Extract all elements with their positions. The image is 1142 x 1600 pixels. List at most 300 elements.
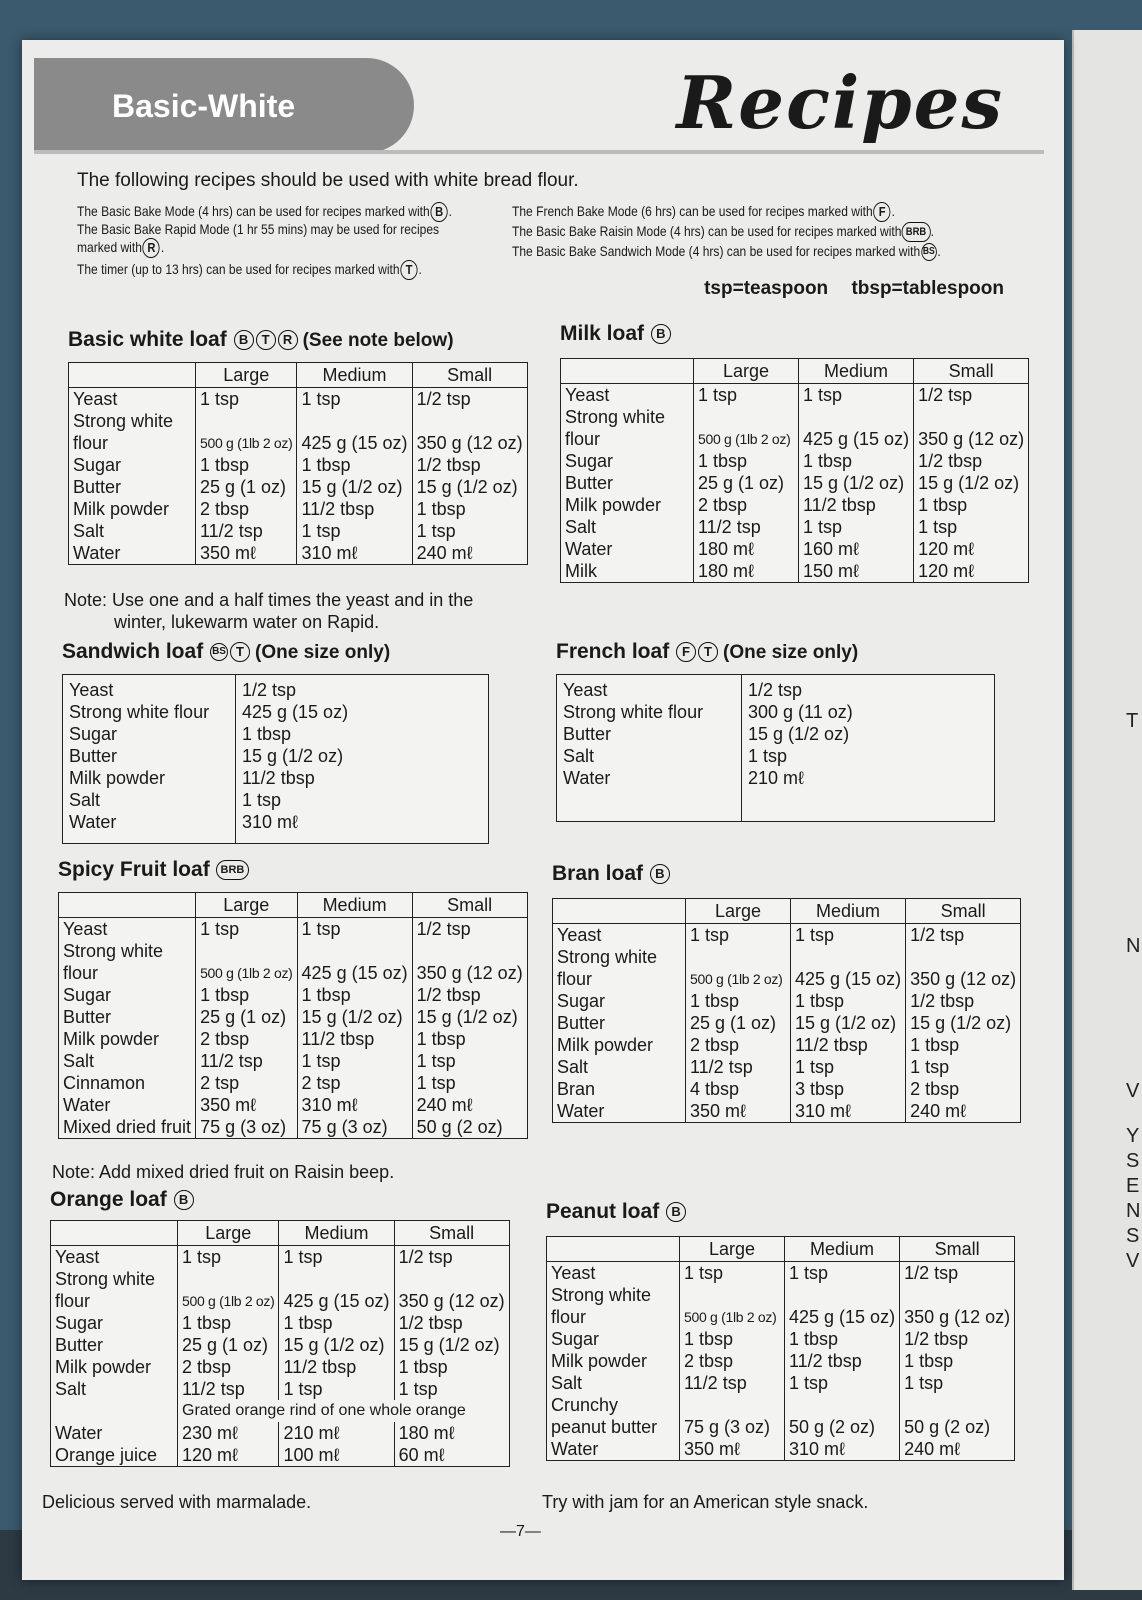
ingredient-name: Yeast — [69, 680, 114, 700]
ingredient-amount — [178, 1356, 279, 1378]
amount-text: 1/2 tbsp — [918, 451, 983, 471]
amount-text: 350 mℓ — [684, 1439, 740, 1459]
ingredient-row — [553, 924, 1021, 947]
amount-text: Salt — [63, 1051, 95, 1071]
ingredient-amount — [785, 1438, 900, 1461]
corner-cell — [547, 1237, 680, 1262]
ingredient-name — [547, 1328, 680, 1350]
ingredient-name: Sugar — [69, 724, 118, 744]
ingredient-amount — [799, 406, 914, 450]
amount-text: Yeast — [551, 1263, 596, 1283]
ingredient-row — [59, 1072, 528, 1094]
one-size-row — [557, 675, 995, 822]
size-header-small: Small — [900, 1237, 1015, 1262]
amount-text: 425 g (15 oz) — [283, 1291, 390, 1311]
ingredient-name: Strong white flour — [553, 946, 686, 990]
ingredient-row — [547, 1262, 1015, 1285]
ingredient-amount — [785, 1284, 900, 1328]
ingredient-row — [561, 516, 1029, 538]
ingredient-row — [553, 946, 1021, 990]
ingredient-amount — [686, 1056, 791, 1078]
amount-text: Sugar — [565, 451, 614, 471]
amount-text: 11/2 tsp — [698, 517, 761, 537]
ingredient-row — [51, 1378, 510, 1400]
size-header-large: Large — [196, 363, 297, 388]
recipe-note: (One size only) — [255, 642, 391, 663]
ingredient-amount — [799, 560, 914, 583]
ingredient-row — [59, 1050, 528, 1072]
next-page-letter: N — [1126, 935, 1141, 957]
amount-text: 350 g (12 oz) — [416, 963, 523, 983]
amount-text: 120 mℓ — [918, 561, 974, 581]
amount-text: 15 g (1/2 oz) — [283, 1335, 385, 1355]
ingredient-name: Yeast — [563, 680, 608, 700]
mode-symbol-bs: BS — [210, 643, 228, 661]
ingredient-amount — [680, 1394, 785, 1438]
footnote-basic-2: winter, lukewarm water on Rapid. — [114, 612, 380, 632]
ingredient-amount — [900, 1328, 1015, 1350]
header-row — [59, 893, 528, 918]
ingredient-amount — [412, 1028, 527, 1050]
amount-text: Water — [557, 1101, 605, 1121]
ingredient-amount — [394, 1422, 509, 1444]
ingredient-name — [69, 520, 196, 542]
ingredient-amount — [178, 1444, 279, 1467]
amount-text: 1 tsp — [904, 1373, 944, 1393]
ingredient-amount — [196, 520, 297, 542]
ingredient-row — [561, 538, 1029, 560]
intro-left-line — [77, 238, 164, 258]
ingredient-amount — [694, 406, 799, 450]
amount-text: 100 mℓ — [283, 1445, 340, 1465]
ingredient-row — [561, 472, 1029, 494]
recipe-name: French loaf — [556, 640, 670, 663]
amount-text: Milk — [565, 561, 597, 581]
ingredient-name: Strong white flour — [59, 940, 196, 984]
intro-punct: . — [160, 239, 165, 255]
intro-main: The following recipes should be used with white bread flour. — [77, 170, 579, 191]
ingredient-amount — [694, 494, 799, 516]
amount-text: Butter — [63, 1007, 112, 1027]
ingredient-amount — [900, 1262, 1015, 1285]
ingredient-name: Water — [563, 768, 611, 788]
amount-text: 15 g (1/2 oz) — [416, 1007, 518, 1027]
amount-text: 240 mℓ — [416, 543, 473, 563]
ingredient-name — [51, 1334, 178, 1356]
amount-text: 1 tbsp — [283, 1313, 333, 1333]
recipe-table-french — [556, 674, 995, 822]
mode-symbol-bs: BS — [921, 243, 936, 261]
ingredient-row — [561, 560, 1029, 583]
amount-text: 1 tsp — [789, 1263, 829, 1283]
ingredient-name: Strong white flour — [547, 1284, 680, 1328]
ingredient-name — [51, 1378, 178, 1400]
ingredient-name — [553, 1012, 686, 1034]
ingredient-name — [553, 1100, 686, 1123]
intro-punct: . — [930, 223, 934, 239]
ingredient-amount — [196, 410, 297, 454]
amount-text: 1 tsp — [910, 1057, 950, 1077]
amount-text: Milk powder — [55, 1357, 152, 1377]
ingredient-row — [547, 1372, 1015, 1394]
amount-text: 15 g (1/2 oz) — [803, 473, 905, 493]
intro-text: The Basic Bake Mode (4 hrs) can be used for recipes marked with — [77, 203, 430, 219]
amount-text: 310 mℓ — [301, 543, 358, 563]
ingredient-name — [51, 1356, 178, 1378]
ingredient-amount — [785, 1350, 900, 1372]
ingredient-amount — [799, 384, 914, 407]
ingredient-name — [51, 1246, 178, 1269]
amount-text: 4 tbsp — [690, 1079, 740, 1099]
ingredient-amount — [906, 1100, 1021, 1123]
ingredient-amount — [412, 1006, 527, 1028]
corner-cell — [553, 899, 686, 924]
ingredient-name — [69, 542, 196, 565]
amount-text: 1/2 tbsp — [904, 1329, 969, 1349]
page-number: —7— — [500, 1523, 541, 1540]
mode-symbol-t: T — [230, 642, 250, 662]
ingredient-amount — [196, 498, 297, 520]
mode-symbol-t: T — [698, 642, 718, 662]
amount-text: 1 tsp — [182, 1247, 222, 1267]
next-page-letter: S — [1126, 1225, 1140, 1247]
amount-text: 15 g (1/2 oz) — [910, 1013, 1012, 1033]
corner-cell — [561, 359, 694, 384]
amount-text: Sugar — [557, 991, 606, 1011]
ingredient-row — [547, 1394, 1015, 1438]
header-row — [561, 359, 1029, 384]
ingredient-amount — [785, 1372, 900, 1394]
amount-text: 160 mℓ — [803, 539, 859, 559]
amount-text: 2 tbsp — [200, 1029, 250, 1049]
amount-text: 25 g (1 oz) — [200, 477, 287, 497]
amount-text: 1/2 tsp — [918, 385, 973, 405]
recipe-note: (See note below) — [302, 330, 454, 351]
ingredient-amount — [412, 984, 527, 1006]
ingredient-amount — [906, 1078, 1021, 1100]
amount-text: 1 tbsp — [803, 451, 853, 471]
ingredient-names — [63, 675, 236, 844]
amount-text: 1 tbsp — [698, 451, 748, 471]
intro-punct: . — [891, 203, 895, 219]
recipe-table-peanut — [546, 1236, 1015, 1461]
amount-text: 1/2 tsp — [416, 919, 471, 939]
mode-symbol-b: B — [234, 330, 254, 350]
amount-text: 1 tsp — [789, 1373, 829, 1393]
mode-symbol-b: B — [666, 1202, 686, 1222]
ingredient-amount — [178, 1268, 279, 1312]
ingredient-amount — [799, 494, 914, 516]
ingredient-amount — [686, 924, 791, 947]
amount-text: 240 mℓ — [416, 1095, 473, 1115]
ingredient-row — [553, 1034, 1021, 1056]
size-header-medium: Medium — [297, 363, 412, 388]
abbreviation-legend — [686, 278, 1004, 300]
amount-text: 25 g (1 oz) — [200, 1007, 287, 1027]
ingredient-row — [553, 1078, 1021, 1100]
amount-text: 25 g (1 oz) — [182, 1335, 269, 1355]
ingredient-amount — [914, 516, 1029, 538]
ingredient-amount — [914, 406, 1029, 450]
ingredient-amount — [196, 918, 297, 941]
amount-text: 1/2 tbsp — [416, 985, 481, 1005]
ingredient-name — [561, 538, 694, 560]
ingredient-amount — [694, 450, 799, 472]
ingredient-amount — [196, 388, 297, 411]
amount-text: Sugar — [551, 1329, 600, 1349]
amount-text: 50 g (2 oz) — [416, 1117, 503, 1137]
recipe-name: Peanut loaf — [546, 1200, 660, 1223]
amount-text: Salt — [565, 517, 597, 537]
ingredient-row — [59, 984, 528, 1006]
recipe-note: (One size only) — [723, 642, 859, 663]
ingredient-amount — [799, 472, 914, 494]
amount-text: 1 tsp — [301, 389, 341, 409]
intro-punct: . — [937, 243, 941, 259]
amount-text: 1/2 tsp — [416, 389, 471, 409]
next-page-letter: E — [1126, 1175, 1140, 1197]
amount-text: Sugar — [73, 455, 122, 475]
size-header-large: Large — [680, 1237, 785, 1262]
ingredient-amount — [791, 946, 906, 990]
ingredient-amount — [900, 1284, 1015, 1328]
page-title: Recipes — [676, 60, 1004, 145]
ingredient-amount — [297, 1094, 412, 1116]
ingredient-name — [553, 1034, 686, 1056]
amount-text: 500 g (1lb 2 oz) — [200, 965, 293, 981]
ingredient-name — [561, 494, 694, 516]
ingredient-row — [69, 542, 528, 565]
ingredient-amount — [900, 1372, 1015, 1394]
ingredient-row — [59, 1116, 528, 1139]
size-header-medium: Medium — [785, 1237, 900, 1262]
amount-text: 350 mℓ — [200, 1095, 256, 1115]
size-header-small: Small — [914, 359, 1029, 384]
amount-text: 2 tsp — [301, 1073, 341, 1093]
amount-text: 425 g (15 oz) — [803, 429, 910, 449]
amount-text: 1 tbsp — [416, 1029, 466, 1049]
amount-text: 75 g (3 oz) — [684, 1417, 771, 1437]
ingredient-amount: 15 g (1/2 oz) — [242, 746, 344, 766]
amount-text: 50 g (2 oz) — [904, 1417, 991, 1437]
amount-text: Bran — [557, 1079, 596, 1099]
amount-text: 1 tbsp — [301, 985, 351, 1005]
amount-text: Sugar — [55, 1313, 104, 1333]
amount-text: 120 mℓ — [182, 1445, 238, 1465]
ingredient-name: Strong white flour — [51, 1268, 178, 1312]
size-header-medium: Medium — [297, 893, 412, 918]
ingredient-name — [51, 1444, 178, 1467]
ingredient-amount — [196, 476, 297, 498]
ingredient-amount — [686, 990, 791, 1012]
amount-text: 1 tsp — [795, 1057, 835, 1077]
ingredient-row — [51, 1444, 510, 1467]
amount-text: 2 tbsp — [690, 1035, 740, 1055]
ingredient-amount — [279, 1312, 394, 1334]
recipe-title-peanut — [546, 1200, 687, 1224]
ingredient-amount — [791, 924, 906, 947]
amount-text: 1 tbsp — [200, 985, 250, 1005]
amount-text: 180 mℓ — [698, 539, 754, 559]
amount-text: 1 tbsp — [200, 455, 250, 475]
ingredient-amount — [297, 498, 412, 520]
header-row — [553, 899, 1021, 924]
size-header-large: Large — [178, 1221, 279, 1246]
corner-cell — [51, 1221, 178, 1246]
ingredient-row — [553, 1100, 1021, 1123]
ingredient-amount — [279, 1246, 394, 1269]
ingredient-amount — [799, 516, 914, 538]
amount-text: 3 tbsp — [795, 1079, 845, 1099]
ingredient-amount — [412, 410, 527, 454]
amount-text: Mixed dried fruit — [63, 1117, 192, 1137]
ingredient-row — [547, 1328, 1015, 1350]
ingredient-amount — [279, 1356, 394, 1378]
recipe-name: Orange loaf — [50, 1188, 167, 1211]
amount-text: 425 g (15 oz) — [301, 433, 408, 453]
ingredient-amount: 310 mℓ — [242, 812, 298, 832]
ingredient-amount — [297, 1050, 412, 1072]
amount-text: 1 tsp — [684, 1263, 724, 1283]
ingredient-row — [553, 990, 1021, 1012]
banner-rule — [34, 150, 1044, 154]
amount-text: 1 tbsp — [182, 1313, 232, 1333]
ingredient-row — [59, 1028, 528, 1050]
ingredient-amount — [791, 1034, 906, 1056]
ingredient-amount — [196, 1072, 297, 1094]
ingredient-name — [547, 1372, 680, 1394]
ingredient-amount — [178, 1246, 279, 1269]
span-row — [51, 1400, 510, 1422]
ingredient-amount — [279, 1268, 394, 1312]
amount-text: 425 g (15 oz) — [789, 1307, 896, 1327]
ingredient-name — [69, 476, 196, 498]
corner-cell — [59, 893, 196, 918]
ingredient-name — [547, 1438, 680, 1461]
manual-page — [22, 40, 1064, 1580]
amount-text: 350 g (12 oz) — [918, 429, 1025, 449]
amount-text: 350 g (12 oz) — [416, 433, 523, 453]
amount-text: 1 tbsp — [918, 495, 968, 515]
ingredient-name — [547, 1262, 680, 1285]
amount-text: Yeast — [63, 919, 108, 939]
amount-text: 1 tsp — [301, 521, 341, 541]
amount-text: 180 mℓ — [398, 1423, 455, 1443]
amount-text: 1 tsp — [795, 925, 835, 945]
mode-symbol-r: R — [278, 330, 298, 350]
amount-text: 2 tbsp — [910, 1079, 960, 1099]
amount-text: 1 tsp — [416, 1051, 456, 1071]
section-title: Basic-White — [112, 88, 296, 124]
amount-text: 310 mℓ — [795, 1101, 851, 1121]
ingredient-amount — [906, 1034, 1021, 1056]
ingredient-name — [59, 1116, 196, 1139]
ingredient-row — [51, 1246, 510, 1269]
ingredient-amount — [279, 1334, 394, 1356]
amount-text: Salt — [557, 1057, 589, 1077]
ingredient-name — [69, 498, 196, 520]
ingredient-amount — [686, 1100, 791, 1123]
amount-text: 310 mℓ — [301, 1095, 358, 1115]
ingredient-name — [561, 384, 694, 407]
ingredient-amount — [906, 924, 1021, 947]
mode-symbol-r: R — [143, 238, 160, 258]
ingredient-amount — [412, 520, 527, 542]
amount-text: 240 mℓ — [904, 1439, 960, 1459]
ingredient-amount — [178, 1334, 279, 1356]
intro-right-line — [512, 242, 941, 261]
ingredient-name: Butter — [69, 746, 118, 766]
ingredient-amount — [791, 1056, 906, 1078]
amount-text: 11/2 tsp — [200, 1051, 263, 1071]
size-header-medium: Medium — [799, 359, 914, 384]
ingredient-amount — [279, 1444, 394, 1467]
amount-text: Yeast — [557, 925, 602, 945]
ingredient-amount — [914, 560, 1029, 583]
ingredient-amount — [906, 1056, 1021, 1078]
amount-text: Yeast — [55, 1247, 100, 1267]
intro-punct: . — [448, 203, 452, 219]
ingredient-name: Strong white flour — [563, 702, 704, 722]
recipe-name: Spicy Fruit loaf — [58, 858, 210, 881]
ingredient-amount — [297, 1072, 412, 1094]
amount-text: 1 tbsp — [398, 1357, 448, 1377]
amount-text: Milk powder — [63, 1029, 160, 1049]
ingredient-name — [51, 1422, 178, 1444]
ingredient-name — [547, 1350, 680, 1372]
mode-symbol-b: B — [431, 202, 448, 222]
amount-text: 350 g (12 oz) — [904, 1307, 1011, 1327]
size-header-small: Small — [906, 899, 1021, 924]
header-row — [69, 363, 528, 388]
amount-text: 350 g (12 oz) — [910, 969, 1017, 989]
ingredient-amounts — [236, 675, 489, 844]
amount-text: 1 tsp — [301, 1051, 341, 1071]
ingredient-amount — [297, 476, 412, 498]
recipe-table-sandwich — [62, 674, 489, 844]
ingredient-name — [553, 1078, 686, 1100]
amount-text: Cinnamon — [63, 1073, 146, 1093]
ingredient-name — [59, 1094, 196, 1116]
ingredient-name — [561, 450, 694, 472]
amount-text: 1 tsp — [283, 1379, 323, 1399]
amount-text: 1 tbsp — [904, 1351, 954, 1371]
ingredient-amount — [196, 542, 297, 565]
next-page-letter: T — [1126, 710, 1139, 732]
ingredient-amount — [906, 1012, 1021, 1034]
recipe-table-basic_white — [68, 362, 528, 565]
ingredient-amount — [686, 1078, 791, 1100]
amount-text: 25 g (1 oz) — [698, 473, 785, 493]
amount-text: 15 g (1/2 oz) — [918, 473, 1020, 493]
amount-text: Water — [63, 1095, 111, 1115]
ingredient-row — [561, 450, 1029, 472]
amount-text: 500 g (1lb 2 oz) — [690, 971, 783, 987]
intro-text: The Basic Bake Raisin Mode (4 hrs) can be used for recipes marked with — [512, 223, 902, 239]
size-header-medium: Medium — [791, 899, 906, 924]
ingredient-amount — [914, 538, 1029, 560]
ingredient-name: Strong white flour — [69, 410, 196, 454]
ingredient-name: Strong white flour — [561, 406, 694, 450]
ingredient-name: Water — [69, 812, 117, 832]
ingredient-amount — [799, 538, 914, 560]
ingredient-row — [69, 476, 528, 498]
amount-text: Butter — [55, 1335, 104, 1355]
ingredient-amount — [914, 472, 1029, 494]
amount-text: 1 tbsp — [789, 1329, 839, 1349]
corner-cell — [69, 363, 196, 388]
amount-text: 1 tsp — [200, 389, 240, 409]
